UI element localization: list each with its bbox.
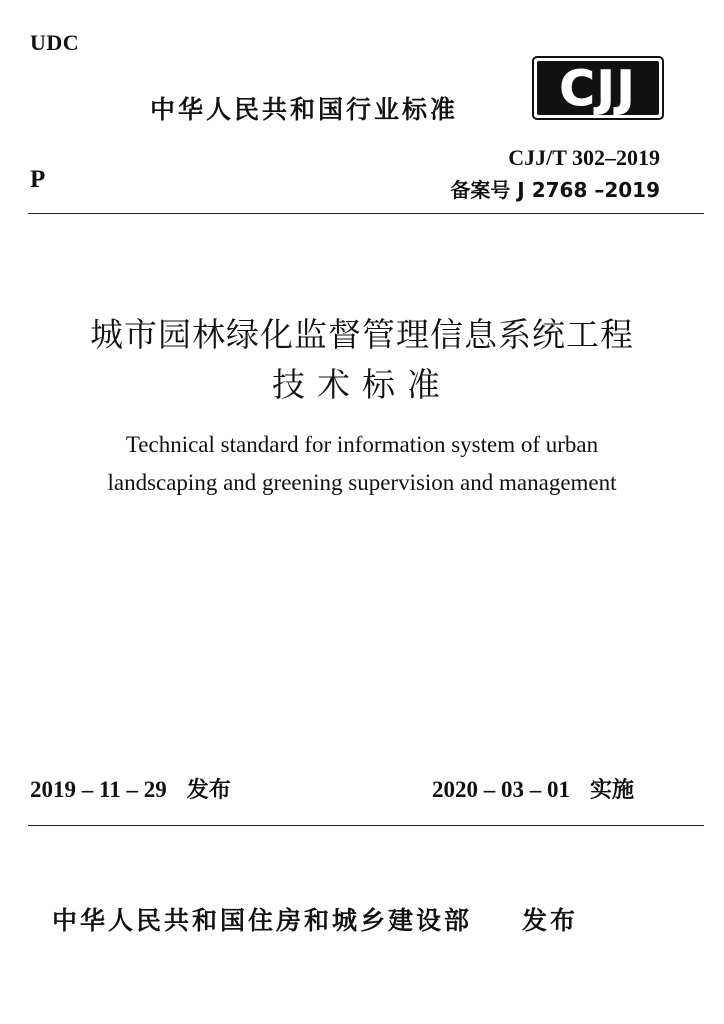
udc-label: UDC: [30, 30, 80, 55]
cjj-logo-text: CJJ: [559, 61, 637, 117]
effective-label: 实施: [590, 778, 635, 803]
category-letter: P: [30, 166, 46, 193]
top-divider: [28, 213, 704, 214]
title-english-line2: landscaping and greening supervision and management: [107, 470, 617, 495]
issue-date-block: [30, 773, 231, 804]
issue-label: 发布: [186, 778, 231, 803]
cjj-logo: [532, 56, 664, 120]
industry-standard-heading: 中华人民共和国行业标准: [150, 95, 459, 124]
record-number: 备案号 J 2768 –2019: [450, 178, 660, 202]
standard-code-block: [450, 142, 660, 206]
bottom-divider: [28, 825, 704, 826]
title-english: [0, 426, 724, 502]
publisher-block: [52, 901, 578, 937]
publish-label: 发布: [522, 906, 579, 935]
title-chinese-line2: 技术标准: [272, 365, 452, 404]
title-chinese-line1: 城市园林绿化监督管理信息系统工程: [90, 315, 634, 354]
issue-date: 2019 – 11 – 29: [30, 777, 167, 802]
cjj-logo-graphic: [532, 56, 664, 120]
title-english-line1: Technical standard for information system of urban: [125, 432, 599, 457]
publisher-name: 中华人民共和国住房和城乡建设部: [52, 906, 473, 935]
effective-date: 2020 – 03 – 01: [432, 777, 570, 802]
effective-date-block: [432, 773, 634, 804]
standard-code: CJJ/T 302–2019: [508, 145, 660, 170]
